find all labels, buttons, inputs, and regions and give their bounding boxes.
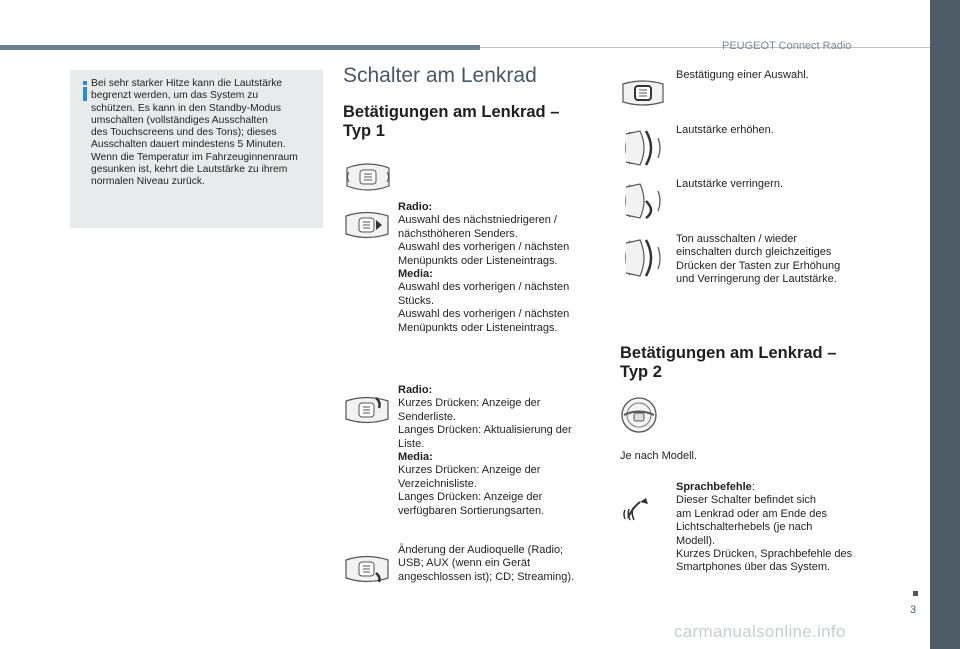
side-thumb-strip	[930, 0, 960, 649]
header-accent-bar	[0, 45, 480, 50]
watermark: carmanualsonline.info	[674, 622, 846, 641]
steering-wheel-icon	[620, 396, 658, 434]
list-control-icon	[343, 394, 391, 426]
heat-volume-note	[70, 70, 323, 228]
source-control-icon	[343, 553, 391, 585]
type1-item2-text: Radio: Kurzes Drücken: Anzeige der Senderliste. Langes Drücken: Aktualisierung der Liste. Media: Kurzes Drücken: Anzeige der Verzeichnisliste. Langes Drücken: Anzeige der verfügbaren Sortierungsarten.	[398, 384, 572, 517]
note-text: Bei sehr starker Hitze kann die Lautstärke begrenzt werden, um das System zu schützen. Es kann in den Standby-Modus umschalten (vollständiges Ausschalten des Touchscreens und des Tons); dieses Ausschalten dauert mindestens 5 Minuten. Wenn die Temperatur im Fahrzeuginnenraum gesunken ist, kehrt die Lautstärke zu ihrem normalen Niveau zurück.	[91, 78, 298, 188]
mute-icon	[620, 237, 664, 279]
voice-command-icon	[622, 494, 656, 524]
confirm-text: Bestätigung einer Auswahl.	[676, 69, 809, 81]
type1-heading: Betätigungen am Lenkrad – Typ 1	[343, 103, 560, 140]
volume-down-text: Lautstärke verringern.	[676, 178, 783, 190]
running-header-title: PEUGEOT Connect Radio	[722, 40, 852, 52]
type1-item1-text: Radio: Auswahl des nächstniedrigeren / nächsthöheren Senders. Auswahl des vorherigen / nächsten Menüpunkts oder Listeneintrags. Media: Auswahl des vorherigen / nächsten Stücks. Auswahl des vorherigen / nächsten Menüpunkts oder Listeneintrags.	[398, 201, 570, 334]
confirm-button-icon	[620, 78, 666, 108]
volume-down-icon	[620, 181, 664, 221]
steering-control-cluster-icon	[343, 160, 393, 194]
model-note: Je nach Modell.	[620, 450, 698, 462]
section-title: Schalter am Lenkrad	[343, 64, 537, 87]
type1-item3-text: Änderung der Audioquelle (Radio; USB; AUX (wenn ein Gerät angeschlossen ist); CD; Streaming).	[398, 544, 575, 583]
page-number: 3	[910, 604, 917, 616]
mute-text: Ton ausschalten / wieder einschalten durch gleichzeitiges Drücken der Tasten zur Erhöhung und Verringerung der Lautstärke.	[676, 233, 841, 286]
type2-heading: Betätigungen am Lenkrad – Typ 2	[620, 344, 837, 381]
header-rule	[480, 47, 932, 48]
volume-up-icon	[620, 128, 664, 168]
volume-up-text: Lautstärke erhöhen.	[676, 124, 774, 136]
voice-command-text: Sprachbefehle: Dieser Schalter befindet sich am Lenkrad oder am Ende des Lichtschalterhebels (je nach Modell). Kurzes Drücken, Sprachbefehle des Smartphones über das System.	[676, 481, 853, 574]
continued-marker	[913, 591, 918, 596]
seek-control-icon	[343, 209, 391, 241]
